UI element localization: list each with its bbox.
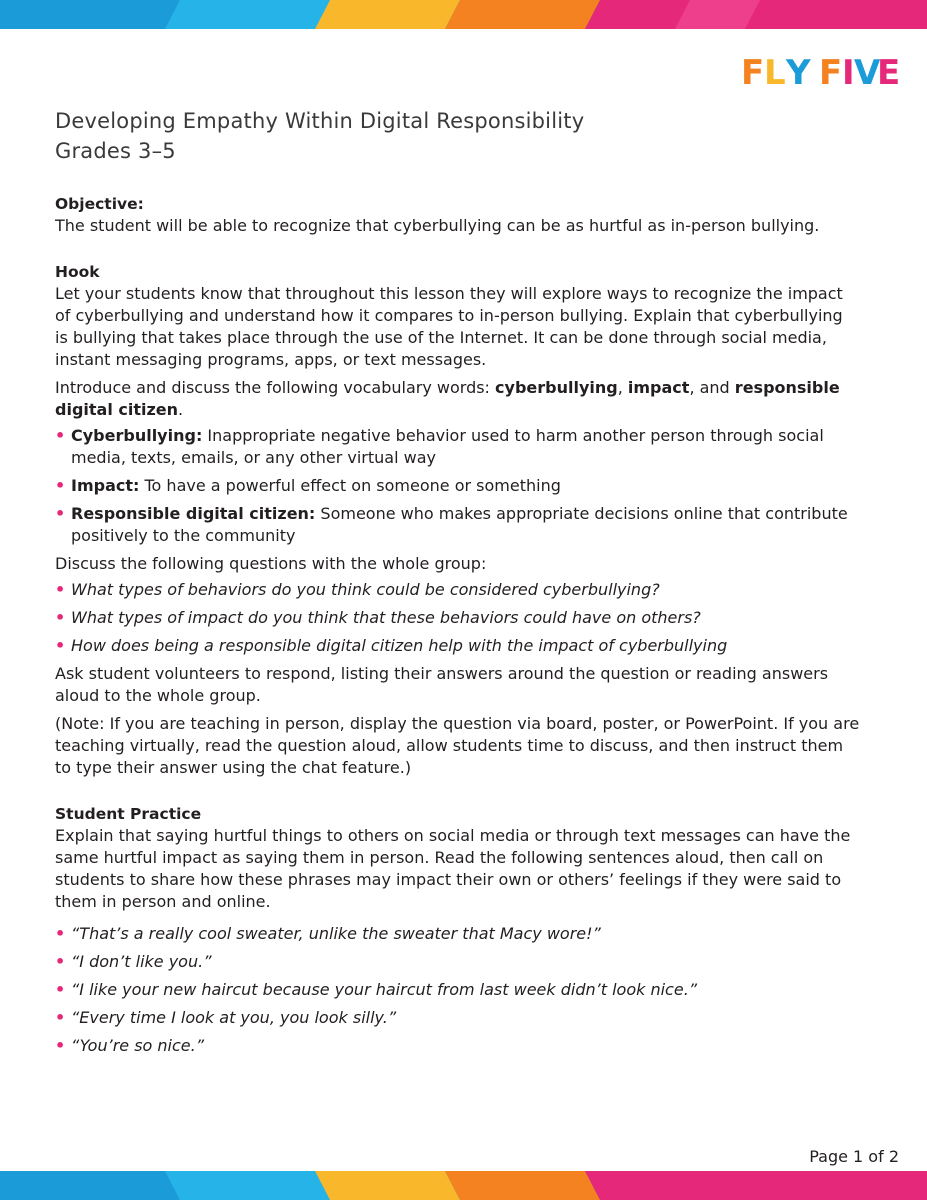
list-item: • Responsible digital citizen: Someone who makes appropriate decisions online that contribute positively to the community — [55, 503, 860, 547]
vocab-word-impact: impact — [627, 378, 690, 397]
practice-intro: Explain that saying hurtful things to others on social media or through text messages can have the same hurtful impact as saying them in person. Read the following sentences aloud, then call on students to share how these phrases may impact their own or others’ feelings if they were said to them in person and online. — [55, 826, 851, 911]
hook-intro: Let your students know that throughout this lesson they will explore ways to recognize the impact of cyberbullying and understand how it compares to in-person bullying. Explain that cyberbullying is bullying that takes place through the use of the Internet. It can be done through social media, instant messaging programs, apps, or text messages. — [55, 284, 843, 369]
list-item: • Impact: To have a powerful effect on someone or something — [55, 475, 860, 497]
objective-heading: Objective: — [55, 195, 144, 213]
list-item: • What types of impact do you think that these behaviors could have on others? — [55, 607, 860, 629]
svg-text:V: V — [854, 53, 881, 90]
list-item: • “I don’t like you.” — [55, 951, 860, 973]
title-grades: Grades 3–5 — [55, 139, 176, 163]
vocab-intro: Introduce and discuss the following vocabulary words: cyberbullying, impact, and responsible digital citizen. — [55, 378, 840, 419]
bottom-color-band — [0, 1171, 927, 1200]
hook-heading: Hook — [55, 263, 100, 281]
vocab-word-citizen: responsible digital citizen — [55, 378, 840, 419]
fly-five-logo — [739, 46, 899, 90]
svg-text:F: F — [819, 53, 843, 90]
objective-text: The student will be able to recognize that cyberbullying can be as hurtful as in-person bullying. — [55, 216, 820, 235]
list-item: • “Every time I look at you, you look silly.” — [55, 1007, 860, 1029]
page-number: Page 1 of 2 — [809, 1147, 899, 1166]
list-item: • What types of behaviors do you think could be considered cyberbullying? — [55, 579, 860, 601]
vocab-list — [55, 425, 860, 547]
document-title — [55, 106, 584, 166]
document-body — [55, 193, 860, 1063]
title-line-1: Developing Empathy Within Digital Responsibility — [55, 109, 585, 133]
list-item: • How does being a responsible digital citizen help with the impact of cyberbullying — [55, 635, 860, 657]
vocab-word-cyberbullying: cyberbullying — [495, 378, 618, 397]
list-item: • “You’re so nice.” — [55, 1035, 860, 1057]
svg-text:E: E — [877, 53, 899, 90]
discuss-intro: Discuss the following questions with the whole group: — [55, 554, 487, 573]
svg-text:I: I — [842, 53, 855, 90]
list-item: • Cyberbullying: Inappropriate negative behavior used to harm another person through social media, texts, emails, or any other virtual way — [55, 425, 860, 469]
phrases-list — [55, 923, 860, 1057]
svg-text:F: F — [741, 53, 765, 90]
svg-text:L: L — [764, 53, 786, 90]
list-item: • “I like your new haircut because your haircut from last week didn’t look nice.” — [55, 979, 860, 1001]
volunteers-text: Ask student volunteers to respond, listing their answers around the question or reading answers aloud to the whole group. — [55, 664, 829, 705]
note-text: (Note: If you are teaching in person, display the question via board, poster, or PowerPoint. If you are teaching virtually, read the question aloud, allow students time to discuss, and then instruct them to type their answer using the chat feature.) — [55, 714, 860, 777]
top-color-band — [0, 0, 927, 29]
questions-list — [55, 579, 860, 657]
svg-text:Y: Y — [786, 53, 811, 90]
list-item: • “That’s a really cool sweater, unlike the sweater that Macy wore!” — [55, 923, 860, 945]
practice-heading: Student Practice — [55, 805, 202, 823]
